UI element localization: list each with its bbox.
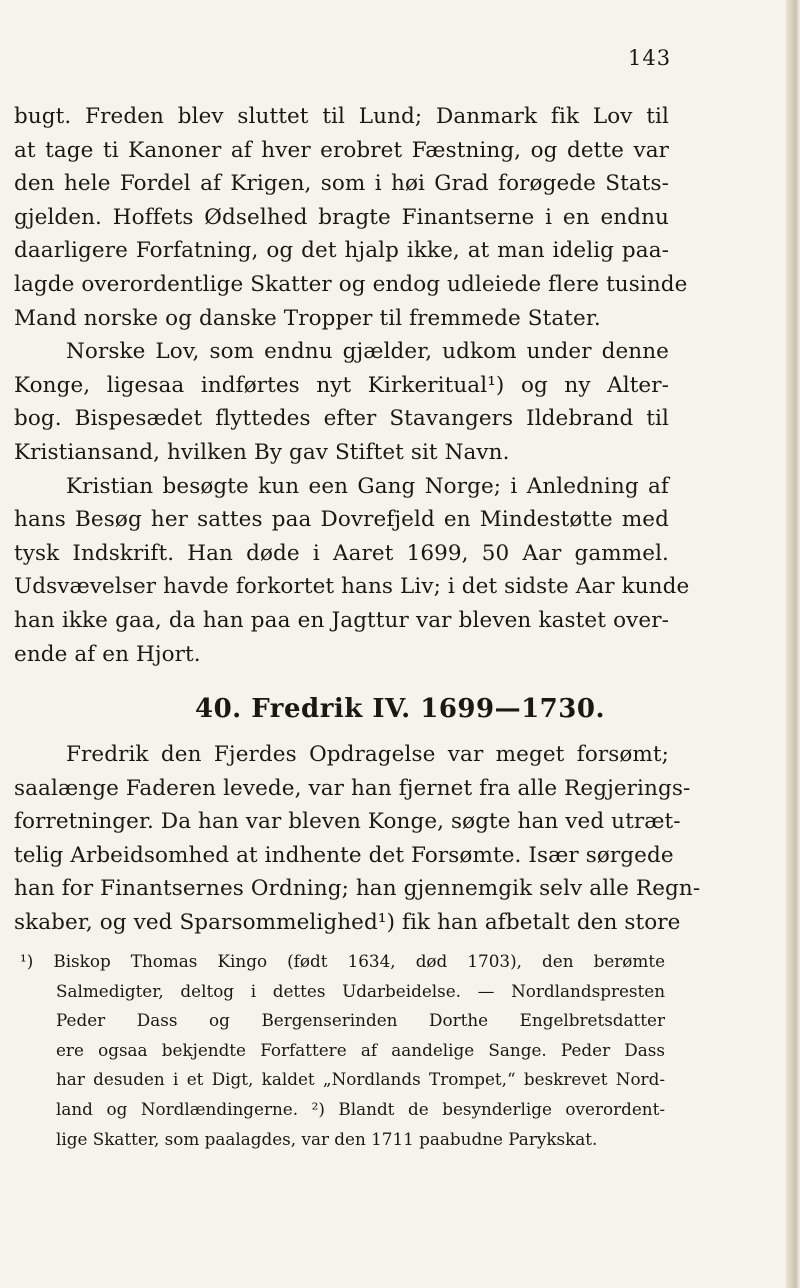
text-line: ende af en Hjort. — [14, 641, 201, 667]
footnote-line: har desuden i et Digt, kaldet „Nordlands Trompet,“ beskrevet Nord- — [56, 1069, 665, 1090]
footnote-line: land og Nordlændingerne. ²) Blandt de besynderlige overordent- — [56, 1098, 665, 1119]
text-line: bog. Bispesædet flyttedes efter Stavangers Ildebrand til — [14, 406, 669, 432]
text-line: at tage ti Kanoner af hver erobret Fæstning, og dette var — [14, 137, 669, 163]
text-line: Udsvævelser havde forkortet hans Liv; i det sidste Aar kunde — [14, 574, 690, 600]
footnote-line: ere ogsaa bekjendte Forfattere af aandelige Sange. Peder Dass — [56, 1039, 665, 1060]
text-line: forretninger. Da han var bleven Konge, søgte han ved utræt- — [14, 809, 681, 835]
scan-edge — [786, 0, 800, 1288]
section-heading: 40. Fredrik IV. 1699—1730. — [194, 694, 606, 724]
text-line: Fredrik den Fjerdes Opdragelse var meget forsømt; — [66, 742, 669, 767]
footnote-line: Salmedigter, deltog i dettes Udarbeidelse. — Nordlandspresten — [56, 980, 665, 1001]
section-text — [14, 738, 701, 940]
text-line: saalænge Faderen levede, var han fjernet fra alle Regjerings- — [14, 775, 691, 801]
text-line: bugt. Freden blev sluttet til Lund; Danmark fik Lov til — [14, 104, 669, 129]
text-line: han ikke gaa, da han paa en Jagttur var bleven kastet over- — [14, 607, 669, 633]
footnote-line: lige Skatter, som paalagdes, var den 1711 paabudne Parykskat. — [56, 1128, 598, 1149]
text-line: Kristian besøgte kun een Gang Norge; i Anledning af — [66, 473, 669, 499]
text-line: telig Arbeidsomhed at indhente det Forsømte. Især sørgede — [14, 842, 674, 868]
text-line: gjelden. Hoffets Ødselhed bragte Finantserne i en endnu — [14, 204, 669, 230]
footnote-line: Peder Dass og Bergenserinden Dorthe Engelbretsdatter — [56, 1010, 665, 1031]
text-line: daarligere Forfatning, og det hjalp ikke, at man idelig paa- — [14, 238, 669, 264]
footnote-line: ¹) Biskop Thomas Kingo (født 1634, død 1703), den berømte — [20, 951, 665, 971]
text-line: Mand norske og danske Tropper til fremmede Stater. — [14, 305, 601, 331]
body-text — [14, 100, 690, 671]
text-line: han for Finantsernes Ordning; han gjennemgik selv alle Regn- — [14, 876, 701, 902]
text-line: Norske Lov, som endnu gjælder, udkom under denne — [66, 339, 669, 365]
text-line: lagde overordentlige Skatter og endog udleiede flere tusinde — [14, 271, 688, 297]
text-line: hans Besøg her sattes paa Dovrefjeld en Mindestøtte med — [14, 507, 669, 533]
text-line: Konge, ligesaa indførtes nyt Kirkeritual¹) og ny Alter- — [14, 372, 669, 398]
text-line: skaber, og ved Sparsommelighed¹) fik han afbetalt den store — [14, 909, 681, 935]
text-line: Kristiansand, hvilken By gav Stiftet sit Navn. — [14, 439, 510, 465]
text-line: den hele Fordel af Krigen, som i høi Grad forøgede Stats- — [14, 171, 669, 197]
text-line: tysk Indskrift. Han døde i Aaret 1699, 50 Aar gammel. — [14, 540, 669, 566]
page-number: 143 — [628, 46, 672, 70]
footnotes — [20, 947, 665, 1154]
